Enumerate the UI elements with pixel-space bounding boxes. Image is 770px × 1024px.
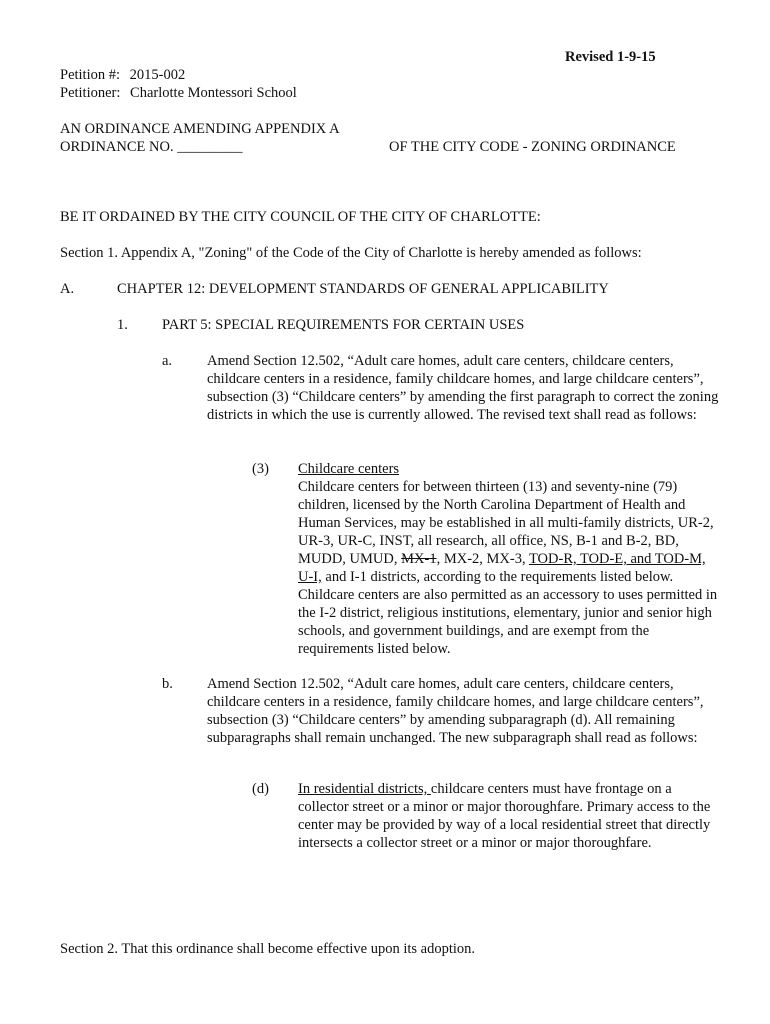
subsection-3-label: (3) bbox=[252, 461, 269, 477]
petitioner-line bbox=[60, 84, 297, 102]
petitioner-label: Petitioner: bbox=[60, 85, 121, 101]
struck-district: MX-1 bbox=[401, 551, 437, 567]
subsection-3-text-3: and I-1 districts, according to the requirements listed below. Childcare centers are also permitted as an accessory to uses permitted in the I-2 district, religious institutions, elementary, junior and senior high schools, and government buildings, and are exempt from the requirements listed below. bbox=[298, 569, 718, 657]
revised-date: Revised 1-9-15 bbox=[565, 49, 656, 65]
petitioner-value: Charlotte Montessori School bbox=[130, 85, 297, 101]
part-1-heading: PART 5: SPECIAL REQUIREMENTS FOR CERTAIN USES bbox=[162, 317, 525, 333]
ordinance-title-right: OF THE CITY CODE - ZONING ORDINANCE bbox=[389, 139, 676, 155]
subparagraph-d-label: (d) bbox=[252, 781, 269, 797]
subparagraph-d-text: childcare centers must have frontage on a collector street or a minor or major thoroughfare. Primary access to the center may be provided by way of a local residential street that directly intersects a collector street or a minor or major thoroughfare. bbox=[298, 781, 711, 851]
subsection-3-heading: Childcare centers bbox=[298, 461, 400, 477]
part-1-label: 1. bbox=[117, 317, 128, 333]
ordinance-title-line1: AN ORDINANCE AMENDING APPENDIX A bbox=[60, 121, 340, 137]
subsection-3-text-2: , MX-2, MX-3, bbox=[436, 551, 529, 567]
item-a-label: a. bbox=[162, 353, 173, 369]
ordinance-number: ORDINANCE NO. _________ bbox=[60, 139, 243, 155]
item-a-text: Amend Section 12.502, “Adult care homes, adult care centers, childcare centers, childcare centers in a residence, family childcare homes, and large childcare centers”, subsection (3) “Childcare centers” by amending the first paragraph to correct the zoning districts in which the use is currently allowed. The revised text shall read as follows: bbox=[207, 353, 719, 423]
subparagraph-d-added: In residential districts, bbox=[298, 781, 431, 797]
subsection-3-body bbox=[298, 460, 723, 658]
added-districts: TOD-R, TOD-E, and TOD-M, U-I, bbox=[298, 551, 706, 585]
ordained-statement: BE IT ORDAINED BY THE CITY COUNCIL OF THE CITY OF CHARLOTTE: bbox=[60, 209, 541, 225]
item-b-label: b. bbox=[162, 676, 173, 692]
part-a-heading: CHAPTER 12: DEVELOPMENT STANDARDS OF GENERAL APPLICABILITY bbox=[117, 281, 609, 297]
subsection-3-text-1: Childcare centers for between thirteen (13) and seventy-nine (79) children, licensed by the North Carolina Department of Health and Human Services, may be established in all multi-family districts, UR-2, UR-3, UR-C, INST, all research, all office, NS, B-1 and B-2, BD, MUDD, UMUD, bbox=[298, 479, 714, 567]
petition-label: Petition #: bbox=[60, 67, 121, 83]
section-1: Section 1. Appendix A, "Zoning" of the Code of the City of Charlotte is hereby amended as follows: bbox=[60, 245, 642, 261]
part-a-label: A. bbox=[60, 281, 75, 297]
item-b-text: Amend Section 12.502, “Adult care homes, adult care centers, childcare centers, childcare centers in a residence, family childcare homes, and large childcare centers”, subsection (3) “Childcare centers” by amending subparagraph (d). All remaining subparagraphs shall remain unchanged. The new subparagraph shall read as follows: bbox=[207, 676, 704, 746]
subparagraph-d-body bbox=[298, 780, 716, 852]
petition-number-line bbox=[60, 66, 185, 84]
petition-value: 2015-002 bbox=[129, 67, 186, 83]
section-2: Section 2. That this ordinance shall become effective upon its adoption. bbox=[60, 941, 476, 957]
